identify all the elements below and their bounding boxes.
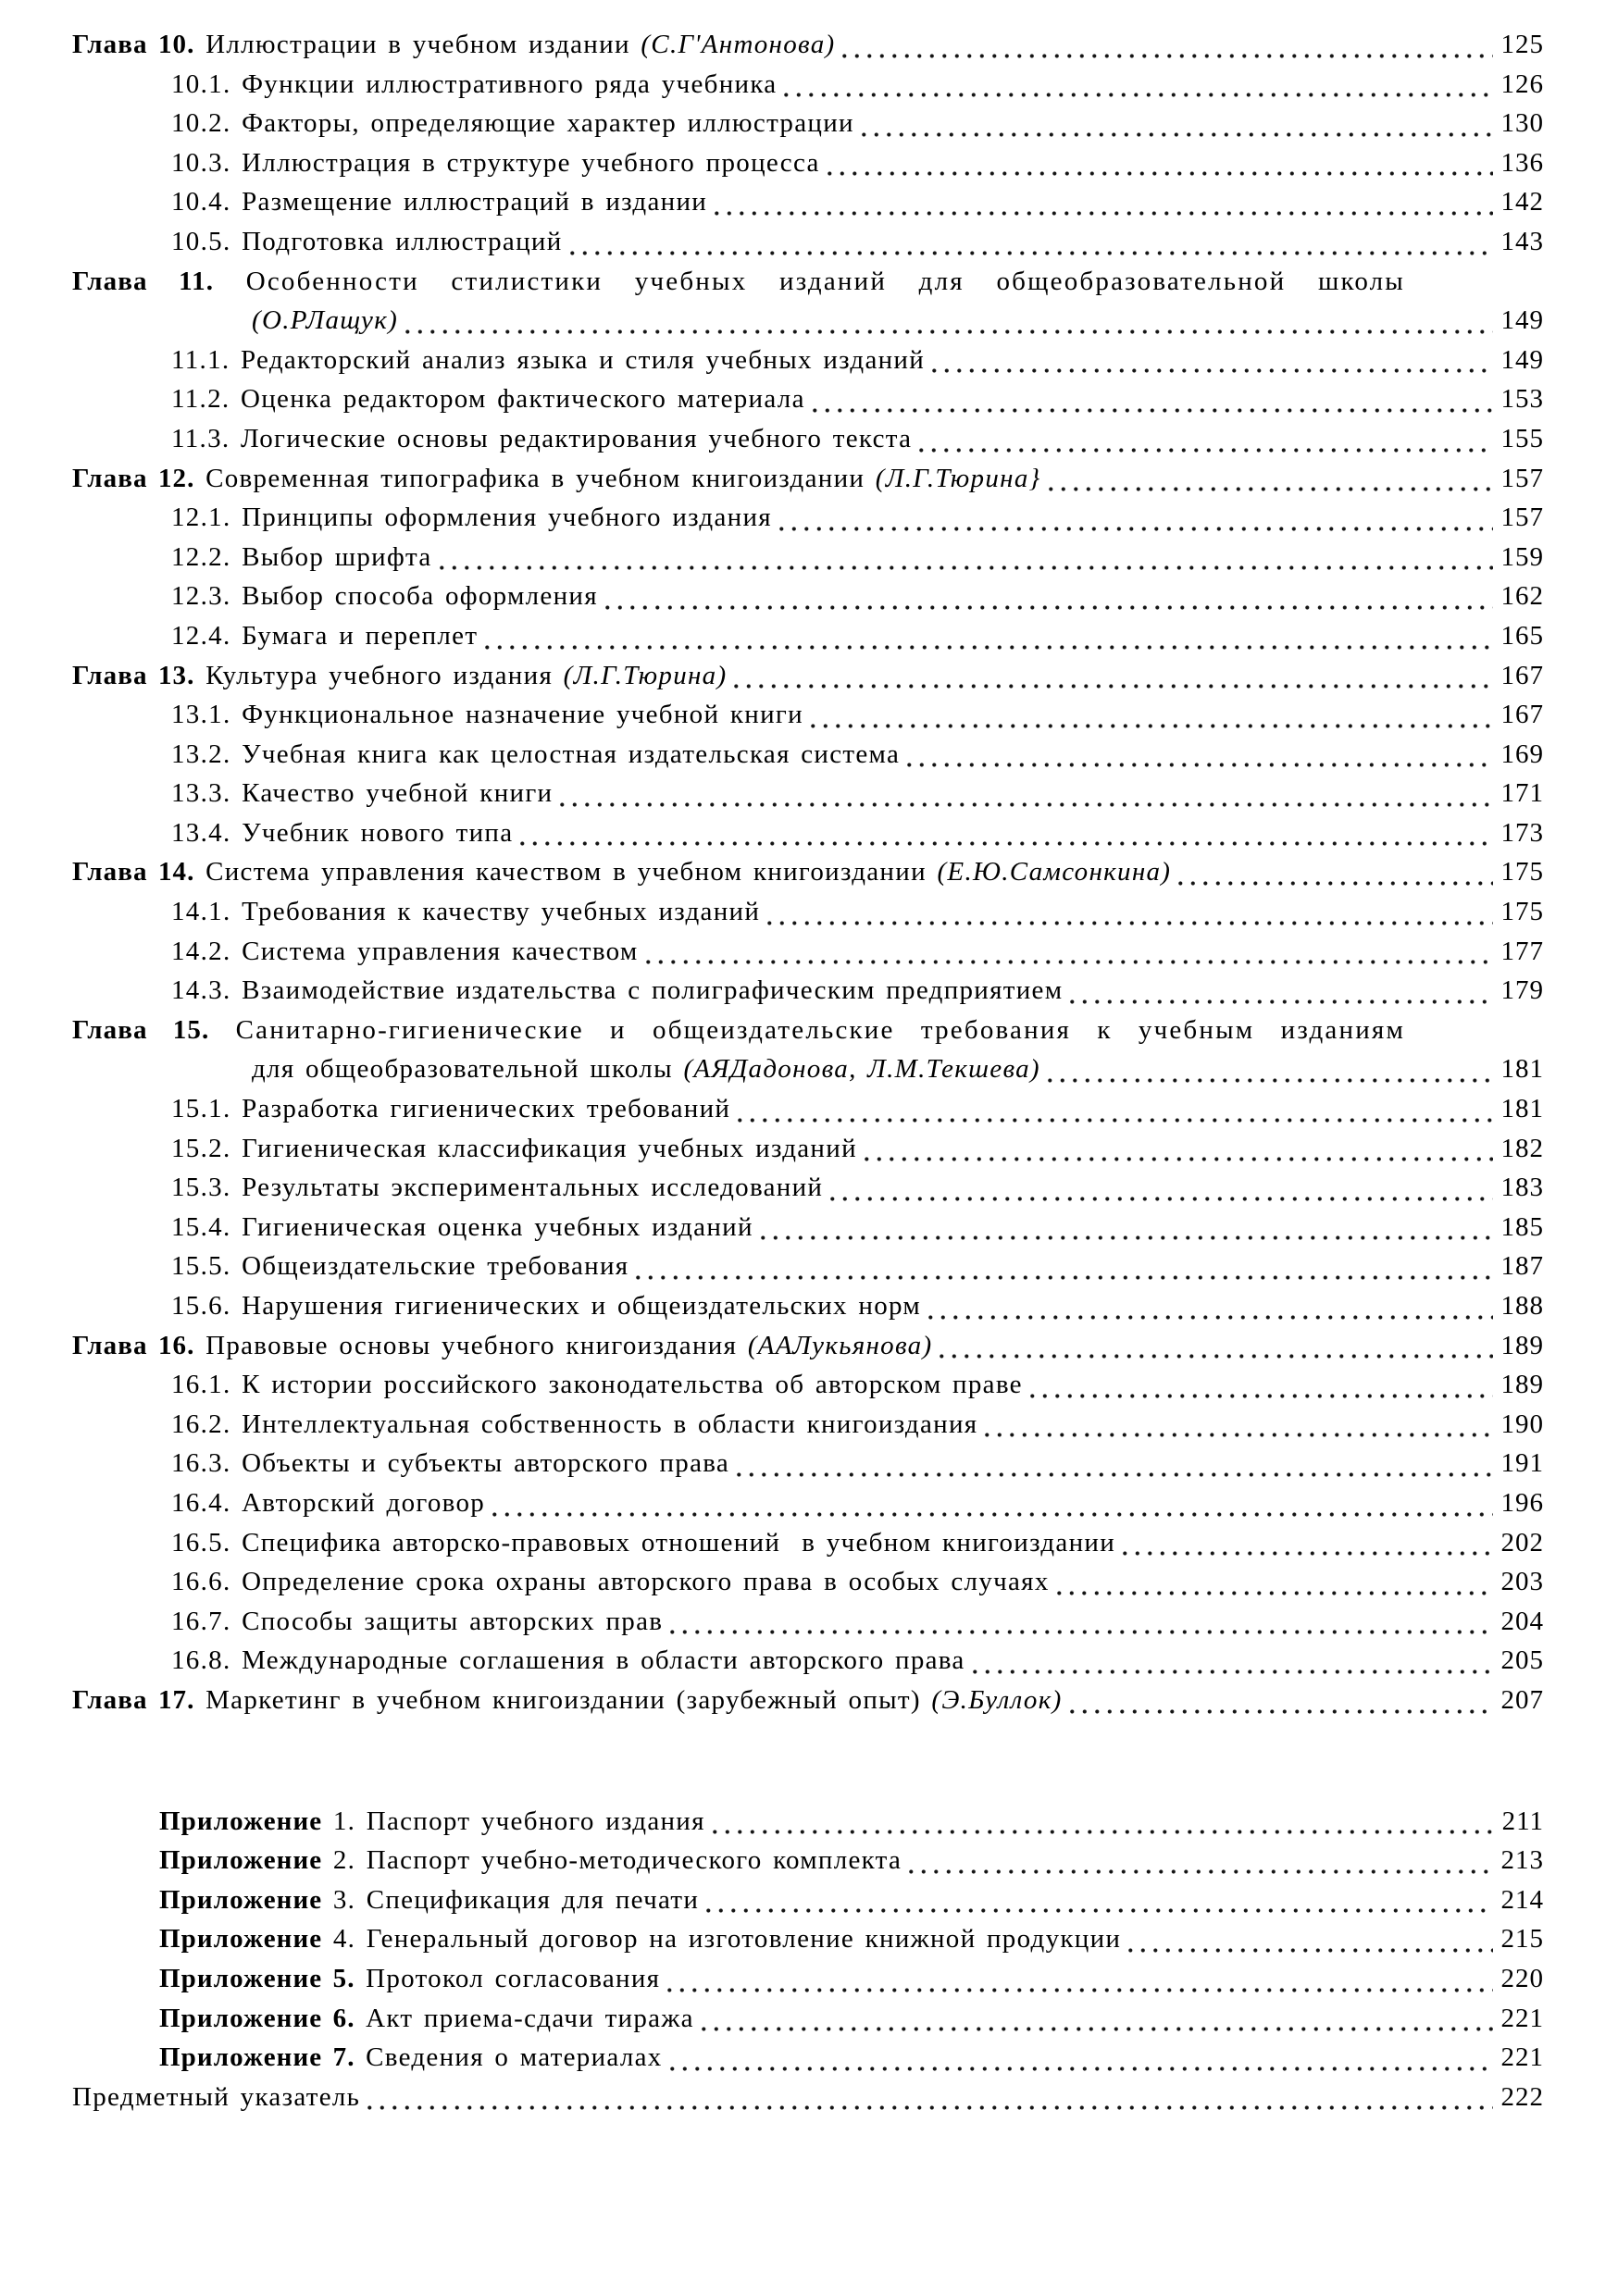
entry-text: 16.1. К истории российского законодательства об авторском праве bbox=[171, 1370, 1023, 1400]
entry-text: 16.4. Авторский договор bbox=[171, 1487, 486, 1518]
entry-label: 10.2. bbox=[171, 108, 231, 139]
dot-leader bbox=[1048, 1076, 1493, 1085]
entry-label: Глава 14. bbox=[72, 857, 195, 887]
toc-row bbox=[72, 1681, 1544, 1720]
page-number: 205 bbox=[1500, 1645, 1544, 1676]
entry-text: 15.2. Гигиеническая классификация учебных изданий bbox=[171, 1133, 857, 1163]
entry-text: 10.5. Подготовка иллюстраций bbox=[171, 226, 563, 256]
page-number: 187 bbox=[1500, 1251, 1544, 1282]
entry-label: 16.4. bbox=[171, 1487, 231, 1518]
toc-row bbox=[72, 143, 1544, 183]
toc-row bbox=[72, 1247, 1544, 1286]
toc-row bbox=[72, 1089, 1544, 1129]
entry-author: (ААЛукьянова) bbox=[747, 1330, 933, 1360]
dot-leader bbox=[811, 722, 1493, 730]
entry-text: 16.2. Интеллектуальная собственность в области книгоиздания bbox=[171, 1409, 978, 1439]
entry-text: 11.2. Оценка редактором фактического материала bbox=[171, 384, 805, 415]
entry-text bbox=[252, 301, 398, 341]
entry-label: 14.2. bbox=[171, 936, 231, 966]
dot-leader bbox=[734, 682, 1493, 690]
page-number: 220 bbox=[1500, 1963, 1544, 1993]
page-number: 130 bbox=[1500, 108, 1544, 139]
dot-leader bbox=[636, 1273, 1493, 1282]
entry-label: 10.1. bbox=[171, 68, 231, 99]
entry-text: 16.6. Определение срока охраны авторского права в особых случаях bbox=[171, 1567, 1050, 1597]
entry-text: 10.3. Иллюстрация в структуре учебного процесса bbox=[171, 147, 820, 178]
entry-label: Глава 13. bbox=[72, 660, 195, 690]
entry-text: Глава 17. Маркетинг в учебном книгоиздании (зарубежный опыт) (Э.Буллок) bbox=[72, 1684, 1063, 1715]
toc-row bbox=[72, 577, 1544, 616]
page-number: 142 bbox=[1500, 187, 1544, 217]
toc-row bbox=[72, 1405, 1544, 1445]
toc-row bbox=[72, 1208, 1544, 1247]
page-number: 157 bbox=[1500, 463, 1544, 493]
entry-text: Приложение 5. Протокол согласования bbox=[159, 1963, 661, 1993]
entry-text: 16.5. Специфика авторско-правовых отношений в учебном книгоиздании bbox=[171, 1527, 1116, 1558]
toc-row bbox=[72, 379, 1544, 419]
toc-row bbox=[72, 341, 1544, 380]
toc-row bbox=[72, 1049, 1544, 1089]
page-number: 157 bbox=[1500, 503, 1544, 533]
page-number: 189 bbox=[1500, 1370, 1544, 1400]
dot-leader bbox=[767, 919, 1493, 927]
dot-leader bbox=[813, 406, 1493, 415]
page-number: 125 bbox=[1500, 30, 1544, 59]
entry-label: 16.1. bbox=[171, 1370, 231, 1400]
dot-leader bbox=[713, 1828, 1493, 1836]
dot-leader bbox=[932, 366, 1493, 375]
entry-text: 13.4. Учебник нового типа bbox=[171, 817, 514, 848]
page-number: 179 bbox=[1500, 975, 1544, 1006]
toc-row bbox=[72, 419, 1544, 459]
dot-leader bbox=[492, 1510, 1493, 1519]
entry-label: Приложение bbox=[159, 1806, 323, 1836]
dot-leader bbox=[667, 1986, 1493, 1994]
entry-text: 13.1. Функциональное назначение учебной книги bbox=[171, 700, 803, 730]
page-number: 159 bbox=[1500, 541, 1544, 572]
entry-label: 10.3. bbox=[171, 147, 231, 178]
entry-text: 12.1. Принципы оформления учебного издания bbox=[171, 503, 772, 533]
entry-text: Глава 11. Особенности стилистики учебных изданий для общеобразовательной школы bbox=[72, 266, 1405, 296]
entry-label: Приложение bbox=[159, 1845, 323, 1876]
entry-label: 16.7. bbox=[171, 1606, 231, 1636]
toc-row bbox=[72, 1326, 1544, 1366]
entry-label: Приложение bbox=[159, 1924, 323, 1955]
page-number: 153 bbox=[1500, 384, 1544, 415]
page-number: 155 bbox=[1500, 423, 1544, 453]
toc-row bbox=[72, 1011, 1544, 1050]
page-number: 189 bbox=[1500, 1330, 1544, 1360]
dot-leader bbox=[367, 2104, 1493, 2112]
dot-leader bbox=[940, 1352, 1493, 1360]
page-number: 177 bbox=[1500, 936, 1544, 966]
dot-leader bbox=[1070, 1707, 1493, 1716]
dot-leader bbox=[985, 1431, 1493, 1439]
entry-label: 15.6. bbox=[171, 1291, 231, 1321]
page-number: 204 bbox=[1500, 1606, 1544, 1636]
entry-author: (Л.Г.Тюрина} bbox=[875, 463, 1041, 493]
toc-row bbox=[72, 1641, 1544, 1681]
page-number: 214 bbox=[1500, 1884, 1544, 1915]
entry-label: Приложение bbox=[159, 1884, 323, 1915]
toc-row bbox=[72, 1562, 1544, 1602]
page-number: 175 bbox=[1500, 857, 1544, 887]
entry-label: 14.3. bbox=[171, 975, 231, 1006]
entry-label: 15.1. bbox=[171, 1094, 231, 1124]
entry-label: 12.3. bbox=[171, 581, 231, 612]
entry-text: 14.3. Взаимодействие издательства с полиграфическим предприятием bbox=[171, 975, 1064, 1006]
dot-leader bbox=[706, 1906, 1493, 1915]
toc-row bbox=[72, 1999, 1544, 2039]
dot-leader bbox=[737, 1471, 1493, 1479]
dot-leader bbox=[1128, 1946, 1493, 1955]
dot-leader bbox=[560, 800, 1493, 809]
entry-label: Глава 17. bbox=[72, 1684, 195, 1715]
page-number: 136 bbox=[1500, 147, 1544, 178]
dot-leader bbox=[485, 643, 1493, 652]
toc-row bbox=[72, 182, 1544, 222]
dot-leader bbox=[928, 1313, 1493, 1322]
toc-row bbox=[72, 1129, 1544, 1169]
entry-text: Глава 15. Санитарно-гигиенические и общеиздательские требования к учебным изданиям bbox=[72, 1014, 1406, 1045]
dot-leader bbox=[670, 1628, 1493, 1636]
toc-row bbox=[72, 222, 1544, 262]
page-number: 165 bbox=[1500, 620, 1544, 651]
page-number: 183 bbox=[1500, 1173, 1544, 1203]
dot-leader bbox=[919, 446, 1493, 454]
dot-leader bbox=[1057, 1589, 1493, 1597]
toc-row bbox=[72, 104, 1544, 143]
entry-text: Приложение 4. Генеральный договор на изготовление книжной продукции bbox=[159, 1924, 1122, 1955]
entry-text: 12.4. Бумага и переплет bbox=[171, 620, 479, 651]
toc-row bbox=[72, 735, 1544, 775]
entry-author: (С.Г'Антонова) bbox=[641, 30, 836, 59]
page-number: 207 bbox=[1500, 1684, 1544, 1715]
toc-row bbox=[72, 774, 1544, 813]
entry-text: 11.1. Редакторский анализ языка и стиля учебных изданий bbox=[171, 344, 926, 375]
entry-text: 12.3. Выбор способа оформления bbox=[171, 581, 598, 612]
entry-label: 15.3. bbox=[171, 1173, 231, 1203]
entry-label: Приложение 5. bbox=[159, 1963, 355, 1993]
dot-leader bbox=[842, 52, 1493, 60]
entry-text: Приложение 7. Сведения о материалах bbox=[159, 2042, 663, 2073]
entry-text: 15.3. Результаты экспериментальных исследований bbox=[171, 1173, 824, 1203]
dot-leader bbox=[405, 328, 1493, 336]
entry-text: Приложение 1. Паспорт учебного издания bbox=[159, 1806, 705, 1836]
entry-text: 10.4. Размещение иллюстраций в издании bbox=[171, 187, 708, 217]
entry-label: Глава 15. bbox=[72, 1014, 210, 1045]
toc-row bbox=[72, 971, 1544, 1011]
entry-label: 11.2. bbox=[171, 384, 230, 415]
entry-label: 11.3. bbox=[171, 423, 230, 453]
dot-leader bbox=[865, 1155, 1493, 1163]
dot-leader bbox=[1030, 1392, 1493, 1400]
dot-leader bbox=[761, 1234, 1493, 1242]
toc-row bbox=[72, 813, 1544, 853]
page-number: 181 bbox=[1500, 1054, 1544, 1085]
dot-leader bbox=[862, 130, 1493, 139]
dot-leader bbox=[738, 1116, 1493, 1124]
page-number: 162 bbox=[1500, 581, 1544, 612]
entry-label: Глава 11. bbox=[72, 266, 215, 296]
entry-label: 14.1. bbox=[171, 897, 231, 927]
toc-row bbox=[72, 616, 1544, 656]
entry-text: 14.2. Система управления качеством bbox=[171, 936, 639, 966]
entry-author: (АЯДадонова, Л.М.Текшева) bbox=[683, 1054, 1040, 1085]
dot-leader bbox=[828, 169, 1493, 178]
entry-text: 11.3. Логические основы редактирования учебного текста bbox=[171, 423, 913, 453]
dot-leader bbox=[779, 525, 1493, 533]
toc-row bbox=[72, 538, 1544, 577]
page-number: 203 bbox=[1500, 1567, 1544, 1597]
entry-text: 16.8. Международные соглашения в области авторского права bbox=[171, 1645, 965, 1676]
toc-row bbox=[72, 1483, 1544, 1523]
toc-row bbox=[72, 1286, 1544, 1326]
page-number: 222 bbox=[1500, 2081, 1544, 2112]
toc-row bbox=[72, 2078, 1544, 2117]
dot-leader bbox=[670, 2065, 1493, 2073]
page-number: 126 bbox=[1500, 68, 1544, 99]
page-number: 202 bbox=[1500, 1527, 1544, 1558]
entry-text: Глава 14. Система управления качеством в учебном книгоиздании (Е.Ю.Самсонкина) bbox=[72, 857, 1172, 887]
toc-row bbox=[72, 498, 1544, 538]
page-number: 149 bbox=[1500, 305, 1544, 336]
toc-row bbox=[72, 301, 1544, 341]
entry-author: (Е.Ю.Самсонкина) bbox=[937, 857, 1172, 887]
toc-row bbox=[72, 852, 1544, 892]
entry-text: 15.5. Общеиздательские требования bbox=[171, 1251, 629, 1282]
dot-leader bbox=[830, 1195, 1493, 1203]
entry-label: 16.3. bbox=[171, 1448, 231, 1479]
toc-row bbox=[72, 1919, 1544, 1959]
dot-leader bbox=[520, 839, 1493, 848]
toc-row bbox=[72, 695, 1544, 735]
toc-row bbox=[72, 25, 1544, 65]
toc-row bbox=[72, 1168, 1544, 1208]
entry-text: Приложение 3. Спецификация для печати bbox=[159, 1884, 700, 1915]
page-number: 182 bbox=[1500, 1133, 1544, 1163]
entry-label: Приложение 7. bbox=[159, 2042, 355, 2073]
entry-author: (Э.Буллок) bbox=[931, 1684, 1063, 1715]
dot-leader bbox=[973, 1668, 1493, 1676]
page-number: 211 bbox=[1501, 1806, 1544, 1836]
toc-row bbox=[72, 1802, 1544, 1842]
entry-text: 10.1. Функции иллюстративного ряда учебника bbox=[171, 68, 778, 99]
page-number: 143 bbox=[1500, 226, 1544, 256]
entry-label: 13.3. bbox=[171, 778, 231, 809]
entry-label: Приложение 6. bbox=[159, 2003, 355, 2033]
toc-row bbox=[72, 656, 1544, 696]
toc-row bbox=[72, 1602, 1544, 1642]
entry-text: 14.1. Требования к качеству учебных изданий bbox=[171, 897, 761, 927]
entry-text: 13.3. Качество учебной книги bbox=[171, 778, 554, 809]
entry-label: 15.4. bbox=[171, 1211, 231, 1242]
dot-leader bbox=[907, 761, 1493, 769]
toc-row bbox=[72, 892, 1544, 932]
page-number: 173 bbox=[1500, 817, 1544, 848]
dot-leader bbox=[1123, 1549, 1493, 1558]
entry-text: Глава 10. Иллюстрации в учебном издании (С.Г'Антонова) bbox=[72, 30, 836, 59]
entry-label: 12.1. bbox=[171, 503, 231, 533]
entry-text: 15.4. Гигиеническая оценка учебных изданий bbox=[171, 1211, 753, 1242]
page-number: 196 bbox=[1500, 1487, 1544, 1518]
entry-label: 12.2. bbox=[171, 541, 231, 572]
entry-label: 10.5. bbox=[171, 226, 231, 256]
dot-leader bbox=[570, 249, 1493, 257]
dot-leader bbox=[1178, 879, 1493, 887]
toc-row bbox=[72, 459, 1544, 499]
entry-text: Глава 16. Правовые основы учебного книгоиздания (ААЛукьянова) bbox=[72, 1330, 933, 1360]
page-number: 169 bbox=[1500, 738, 1544, 769]
entry-text: 10.2. Факторы, определяющие характер иллюстрации bbox=[171, 108, 854, 139]
toc-row bbox=[72, 1880, 1544, 1920]
entry-text: 15.1. Разработка гигиенических требований bbox=[171, 1094, 731, 1124]
entry-label: 13.4. bbox=[171, 817, 231, 848]
entry-label: 13.2. bbox=[171, 738, 231, 769]
page-number: 149 bbox=[1500, 344, 1544, 375]
entry-text: для общеобразовательной школы (АЯДадонова, Л.М.Текшева) bbox=[252, 1054, 1040, 1085]
toc-list bbox=[72, 25, 1544, 2116]
entry-label: 16.6. bbox=[171, 1567, 231, 1597]
page-number: 221 bbox=[1500, 2003, 1544, 2033]
toc-row bbox=[72, 1841, 1544, 1880]
dot-leader bbox=[702, 2025, 1493, 2033]
page-number: 167 bbox=[1500, 660, 1544, 690]
entry-label: Глава 16. bbox=[72, 1330, 195, 1360]
entry-label: 16.5. bbox=[171, 1527, 231, 1558]
entry-label: 16.8. bbox=[171, 1645, 231, 1676]
entry-label: 16.2. bbox=[171, 1409, 231, 1439]
page-number: 190 bbox=[1500, 1409, 1544, 1439]
dot-leader bbox=[1070, 998, 1493, 1006]
toc-row bbox=[72, 1523, 1544, 1563]
entry-text: Глава 12. Современная типографика в учебном книгоиздании (Л.Г.Тюрина} bbox=[72, 463, 1041, 493]
dot-leader bbox=[909, 1868, 1493, 1876]
entry-label: 12.4. bbox=[171, 620, 231, 651]
entry-text: Глава 13. Культура учебного издания (Л.Г.Тюрина) bbox=[72, 660, 728, 690]
page-number: 188 bbox=[1500, 1291, 1544, 1321]
entry-label: 10.4. bbox=[171, 187, 231, 217]
page-number: 171 bbox=[1500, 778, 1544, 809]
page-number: 185 bbox=[1500, 1211, 1544, 1242]
toc-row bbox=[72, 2038, 1544, 2078]
entry-text: Приложение 2. Паспорт учебно-методического комплекта bbox=[159, 1845, 902, 1876]
page-number: 215 bbox=[1500, 1924, 1544, 1955]
entry-text: 12.2. Выбор шрифта bbox=[171, 541, 432, 572]
entry-text: 13.2. Учебная книга как целостная издательская система bbox=[171, 738, 901, 769]
entry-text: 15.6. Нарушения гигиенических и общеиздательских норм bbox=[171, 1291, 922, 1321]
dot-leader bbox=[784, 91, 1493, 99]
toc-row bbox=[72, 932, 1544, 972]
page-number: 221 bbox=[1500, 2042, 1544, 2073]
entry-text: 16.3. Объекты и субъекты авторского права bbox=[171, 1448, 730, 1479]
dot-leader bbox=[646, 958, 1493, 966]
page-number: 167 bbox=[1500, 700, 1544, 730]
page-number: 181 bbox=[1500, 1094, 1544, 1124]
toc-row bbox=[72, 65, 1544, 105]
toc-row bbox=[72, 262, 1544, 302]
toc-row bbox=[72, 1959, 1544, 1999]
entry-text: Приложение 6. Акт приема-сдачи тиража bbox=[159, 2003, 694, 2033]
dot-leader bbox=[605, 603, 1493, 612]
entry-label: 11.1. bbox=[171, 344, 230, 375]
entry-text: 16.7. Способы защиты авторских прав bbox=[171, 1606, 664, 1636]
dot-leader bbox=[715, 209, 1493, 217]
page-number: 191 bbox=[1500, 1448, 1544, 1479]
dot-leader bbox=[1049, 485, 1493, 493]
entry-label: Глава 10. bbox=[72, 30, 195, 59]
toc-row bbox=[72, 1365, 1544, 1405]
entry-author: (Л.Г.Тюрина) bbox=[563, 660, 728, 690]
dot-leader bbox=[440, 564, 1493, 572]
entry-text: Предметный указатель bbox=[72, 2081, 361, 2112]
entry-label: Глава 12. bbox=[72, 463, 195, 493]
entry-label: 15.5. bbox=[171, 1251, 231, 1282]
page-number: 175 bbox=[1500, 897, 1544, 927]
entry-label: 13.1. bbox=[171, 700, 231, 730]
entry-author: (О.РЛащук) bbox=[252, 305, 399, 336]
toc-row bbox=[72, 1444, 1544, 1483]
page-number: 213 bbox=[1500, 1845, 1544, 1876]
entry-label: 15.2. bbox=[171, 1133, 231, 1163]
